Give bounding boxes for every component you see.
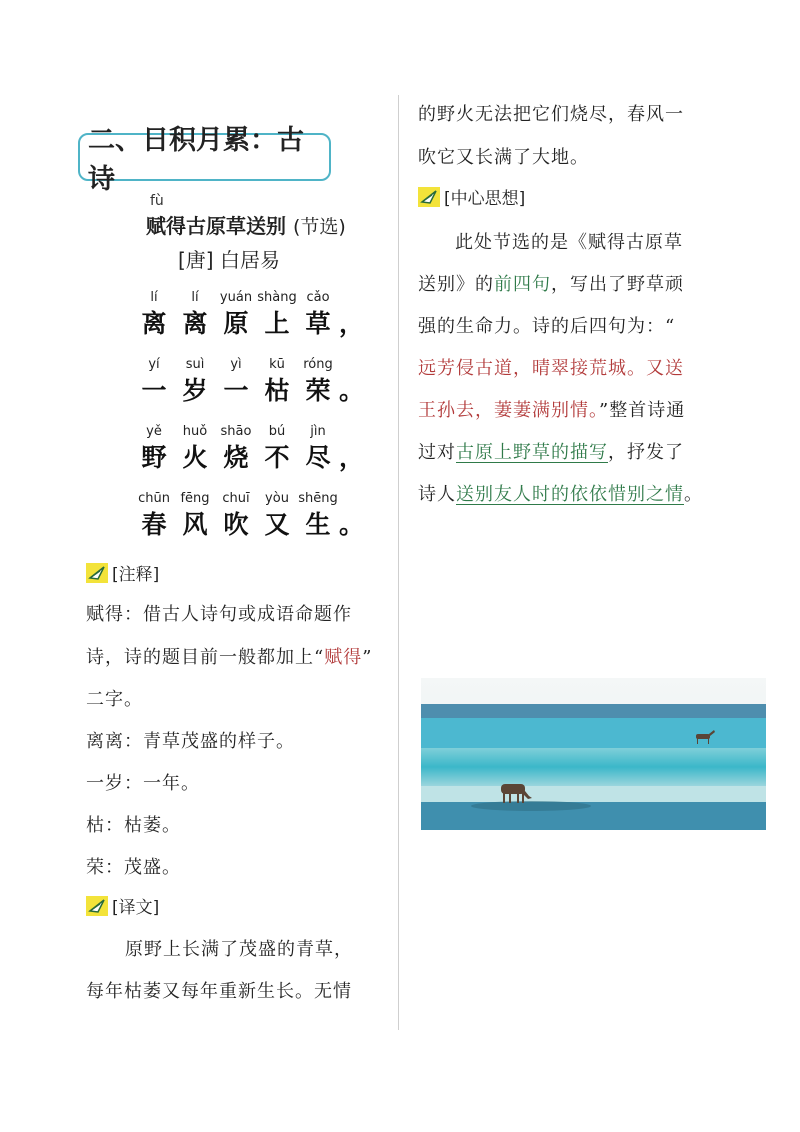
central-highlight: 前四句 (494, 274, 551, 295)
char-pinyin: lí (191, 290, 199, 305)
translation-line: 原野上长满了茂盛的青草， (125, 939, 353, 960)
central-text: ”整首诗通 (599, 400, 686, 421)
char-pinyin: shāo (220, 424, 252, 439)
notes-highlight: 赋得 (324, 647, 363, 668)
poem-char (298, 424, 338, 474)
central-text: 过对 (418, 442, 456, 463)
char-pinyin: yí (148, 357, 160, 372)
central-idea-line: 强的生命力。诗的后四句为：“ (418, 316, 676, 337)
char-pinyin: lí (150, 290, 158, 305)
central-idea-label-text: [中心思想] (444, 189, 526, 209)
central-text: 送别》的 (418, 274, 494, 295)
char-pinyin: shàng (257, 290, 297, 305)
poem-char (134, 290, 174, 340)
char-hanzi: 草 (305, 309, 331, 338)
char-hanzi: 吹 (223, 510, 249, 539)
kite-icon (418, 187, 440, 207)
poem-char (298, 357, 338, 407)
central-idea-line (418, 396, 685, 422)
poem-char (298, 491, 338, 541)
poem-char (257, 290, 297, 340)
char-hanzi: 上 (264, 309, 290, 338)
char-hanzi: 枯 (264, 376, 290, 405)
char-hanzi: 野 (141, 443, 167, 472)
notes-label-text: [注释] (112, 565, 160, 585)
central-quote-red: 又送 (646, 358, 684, 379)
poem-char (216, 357, 256, 407)
char-pinyin: bú (268, 424, 286, 439)
central-idea-line (418, 354, 684, 380)
char-pinyin: shēng (298, 491, 338, 506)
poem-char (257, 357, 297, 407)
poem-line-3 (134, 424, 364, 474)
poem-char (175, 424, 215, 474)
poem-char (134, 491, 174, 541)
char-pinyin: yì (230, 357, 242, 372)
char-pinyin: fēng (180, 491, 210, 506)
landscape-painting (421, 678, 766, 830)
column-divider (398, 95, 399, 1030)
char-pinyin: kū (269, 357, 285, 372)
title-pinyin: fù (150, 193, 164, 209)
char-pinyin: cǎo (306, 290, 330, 305)
poem-line-1 (134, 290, 364, 340)
char-hanzi: 生 (305, 510, 331, 539)
poem-char (216, 491, 256, 541)
central-idea-line: 此处节选的是《赋得古原草 (455, 232, 683, 253)
char-hanzi: 离 (182, 309, 208, 338)
quote-open: “ (314, 647, 325, 668)
central-underlined: 古原上野草的描写 (456, 442, 608, 463)
poem-char (216, 424, 256, 474)
char-hanzi: 火 (182, 443, 208, 472)
char-hanzi: 烧 (223, 443, 249, 472)
central-idea-line (418, 270, 684, 296)
poem-punct: ， (339, 309, 365, 338)
kite-icon (86, 896, 108, 916)
translation-label (86, 893, 163, 918)
char-pinyin: yòu (265, 491, 289, 506)
poem-line-2 (134, 357, 364, 407)
char-hanzi: 春 (141, 510, 167, 539)
char-hanzi: 尽 (305, 443, 331, 472)
char-hanzi: 荣 (305, 376, 331, 405)
translation-line: 吹它又长满了大地。 (418, 147, 589, 168)
central-idea-line (418, 438, 684, 464)
poem-title-note: (节选) (292, 216, 346, 238)
notes-line: 赋得：借古人诗句或成语命题作 (86, 604, 352, 625)
poem-punct: 。 (339, 510, 365, 539)
poem-line-4 (134, 491, 364, 541)
central-text: 。 (684, 484, 703, 505)
char-hanzi: 原 (223, 309, 249, 338)
notes-text: 诗，诗的题目前一般都加上 (86, 647, 314, 668)
kite-icon (86, 563, 108, 583)
char-hanzi: 一 (141, 376, 167, 405)
notes-line: 一岁：一年。 (86, 773, 200, 794)
poem-punct: ， (339, 443, 365, 472)
notes-line (86, 643, 372, 669)
translation-line: 每年枯萎又每年重新生长。无情 (86, 981, 352, 1002)
notes-line: 荣：茂盛。 (86, 857, 181, 878)
char-pinyin: yuán (219, 290, 253, 305)
central-underlined: 送别友人时的依依惜别之情 (456, 484, 684, 505)
poem-title-text: 赋得古原草送别 (146, 214, 286, 238)
char-pinyin: huǒ (182, 424, 208, 439)
char-hanzi: 风 (182, 510, 208, 539)
poem-char (175, 357, 215, 407)
poem-punct: 。 (339, 376, 365, 405)
central-text: ，写出了野草顽 (551, 274, 684, 295)
char-pinyin: róng (303, 357, 333, 372)
poem-char (257, 491, 297, 541)
char-pinyin: yě (146, 424, 162, 439)
poem-char (257, 424, 297, 474)
central-text: ，抒发了 (608, 442, 684, 463)
poem-char (298, 290, 338, 340)
poem-char (175, 290, 215, 340)
char-hanzi: 一 (223, 376, 249, 405)
poem-title (146, 210, 346, 239)
notes-line: 离离：青草茂盛的样子。 (86, 731, 295, 752)
central-quote-red: 王孙去，萋萋满别情。 (418, 400, 599, 421)
poem-char (134, 424, 174, 474)
section-title: 二、日积月累：古诗 (78, 133, 331, 181)
char-pinyin: suì (185, 357, 205, 372)
notes-line: 枯：枯萎。 (86, 815, 181, 836)
notes-label (86, 560, 163, 585)
translation-label-text: [译文] (112, 898, 160, 918)
central-quote-red: 远芳侵古道，晴翠接荒城。 (418, 358, 646, 379)
translation-line: 的野火无法把它们烧尽，春风一 (418, 104, 684, 125)
poem-char (175, 491, 215, 541)
char-hanzi: 不 (264, 443, 290, 472)
quote-close: ” (362, 647, 373, 668)
notes-line: 二字。 (86, 689, 143, 710)
poem-char (216, 290, 256, 340)
char-pinyin: chuī (222, 491, 250, 506)
char-hanzi: 又 (264, 510, 290, 539)
char-pinyin: chūn (138, 491, 170, 506)
central-text: 诗人 (418, 484, 456, 505)
char-hanzi: 离 (141, 309, 167, 338)
poem-char (134, 357, 174, 407)
central-idea-label (418, 184, 529, 209)
char-hanzi: 岁 (182, 376, 208, 405)
central-idea-line (418, 480, 703, 506)
char-pinyin: jìn (310, 424, 326, 439)
poem-author: [唐] 白居易 (178, 248, 280, 272)
